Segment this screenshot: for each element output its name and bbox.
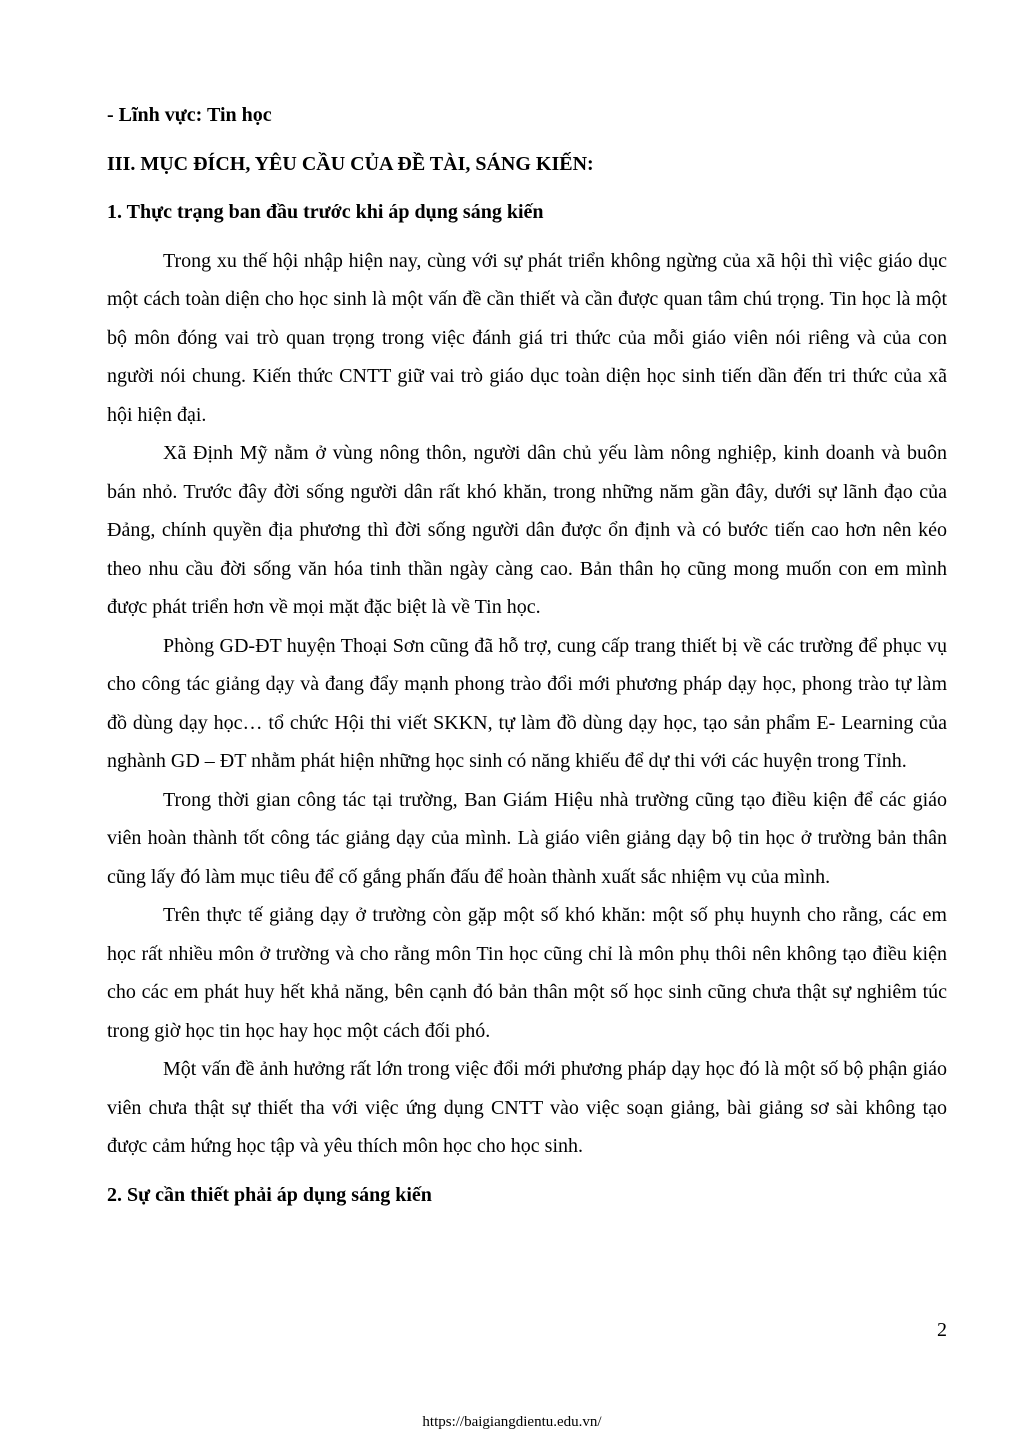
document-page (107, 96, 947, 1214)
page-number: 2 (937, 1319, 947, 1341)
paragraph: Trong thời gian công tác tại trường, Ban Giám Hiệu nhà trường cũng tạo điều kiện để các giáo viên hoàn thành tốt công tác giảng dạy của mình. Là giáo viên giảng dạy bộ tin học ở trường bản thân cũng lấy đó làm mục tiêu để cố gắng phấn đấu để hoàn thành xuất sắc nhiệm vụ của mình. (107, 788, 947, 888)
paragraph: Phòng GD-ĐT huyện Thoại Sơn cũng đã hỗ trợ, cung cấp trang thiết bị về các trường để phục vụ cho công tác giảng dạy và đang đẩy mạnh phong trào đổi mới phương pháp dạy học, phong trào tự làm đồ dùng dạy học… tổ chức Hội thi viết SKKN, tự làm đồ dùng dạy học, tạo sản phẩm E- Learning của nghành GD – ĐT nhằm phát hiện những học sinh có năng khiếu để dự thi với các huyện trong Tỉnh. (107, 634, 947, 772)
subheading-current-situation: 1. Thực trạng ban đầu trước khi áp dụng sáng kiến (107, 201, 544, 223)
footer-url: https://baigiangdientu.edu.vn/ (422, 1414, 602, 1430)
field-line: - Lĩnh vực: Tin học (107, 104, 272, 126)
paragraph: Trong xu thế hội nhập hiện nay, cùng với sự phát triển không ngừng của xã hội thì việc giáo dục một cách toàn diện cho học sinh là một vấn đề cần thiết và cần được quan tâm chú trọng. Tin học là một bộ môn đóng vai trò quan trọng trong việc đánh giá tri thức của mỗi giáo viên nói riêng và của con người nói chung. Kiến thức CNTT giữ vai trò giáo dục toàn diện học sinh tiến dần đến tri thức của xã hội hiện đại. (107, 249, 947, 426)
subheading-necessity: 2. Sự cần thiết phải áp dụng sáng kiến (107, 1183, 432, 1206)
paragraph: Xã Định Mỹ nằm ở vùng nông thôn, người dân chủ yếu làm nông nghiệp, kinh doanh và buôn bán nhỏ. Trước đây đời sống người dân rất khó khăn, trong những năm gần đây, dưới sự lãnh đạo của Đảng, chính quyền địa phương thì đời sống người dân được ổn định và có bước tiến cao hơn nên kéo theo nhu cầu đời sống văn hóa tinh thần ngày càng cao. Bản thân họ cũng mong muốn con em mình được phát triển hơn về mọi mặt đặc biệt là về Tin học. (107, 442, 947, 618)
paragraph: Một vấn đề ảnh hưởng rất lớn trong việc đổi mới phương pháp dạy học đó là một số bộ phận giáo viên chưa thật sự thiết tha với việc ứng dụng CNTT vào việc soạn giảng, bài giảng sơ sài không tạo được cảm hứng học tập và yêu thích môn học cho học sinh. (107, 1058, 947, 1157)
paragraph: Trên thực tế giảng dạy ở trường còn gặp một số khó khăn: một số phụ huynh cho rằng, các em học rất nhiều môn ở trường và cho rằng môn Tin học cũng chỉ là môn phụ thôi nên không tạo điều kiện cho các em phát huy hết khả năng, bên cạnh đó bản thân một số học sinh cũng chưa thật sự nghiêm túc trong giờ học tin học hay học một cách đối phó. (107, 904, 947, 1042)
section-heading: III. MỤC ĐÍCH, YÊU CẦU CỦA ĐỀ TÀI, SÁNG KIẾN: (107, 152, 594, 175)
